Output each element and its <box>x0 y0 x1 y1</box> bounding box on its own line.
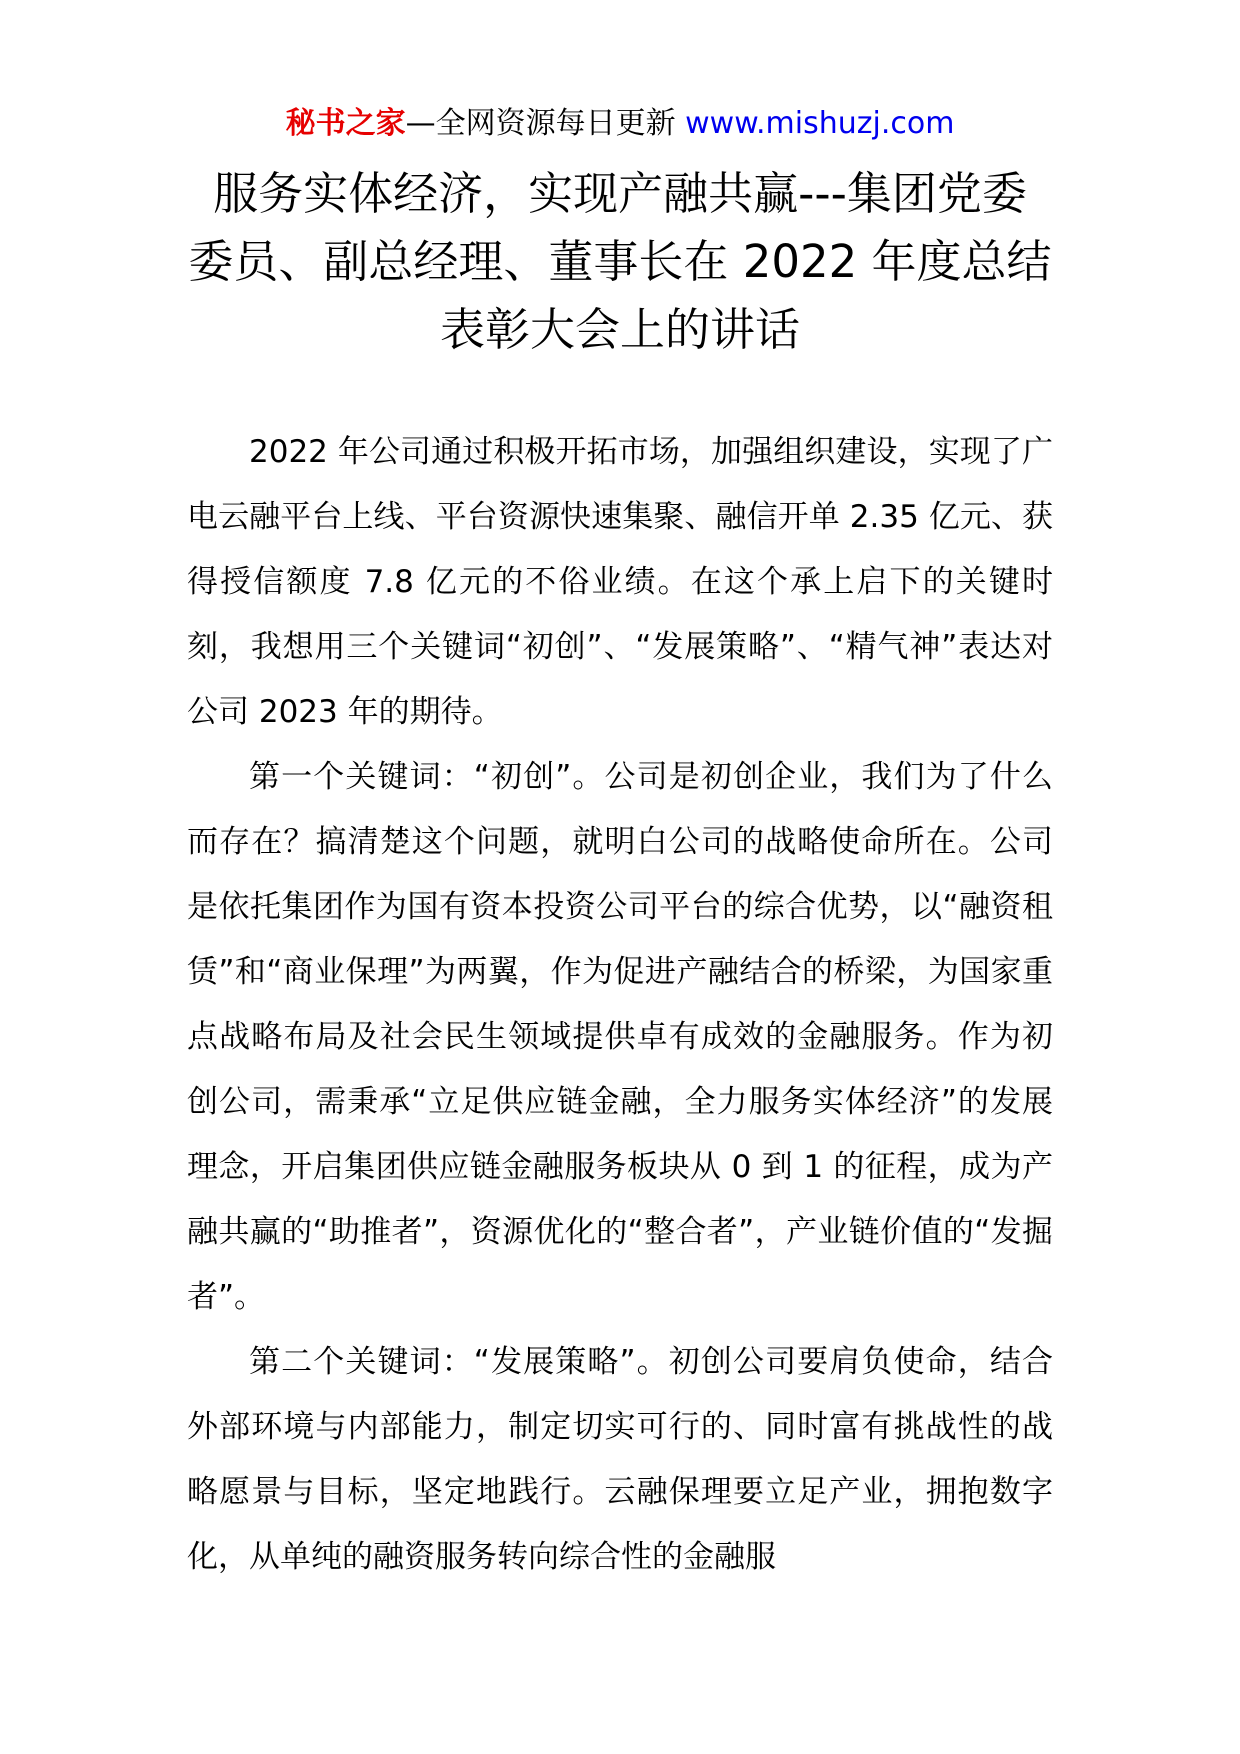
body-paragraph: 2022 年公司通过积极开拓市场，加强组织建设，实现了广电云融平台上线、平台资源快速集聚、融信开单 2.35 亿元、获得授信额度 7.8 亿元的不俗业绩。在这个承上启下的关键时刻，我想用三个关键词“初创”、“发展策略”、“精气神”表达对公司 2023 年的期待。 <box>187 434 1053 730</box>
site-tagline: —全网资源每日更新 <box>405 106 676 141</box>
site-header <box>0 104 1240 144</box>
title-line: 服务实体经济，实现产融共赢---集团党委 <box>213 167 1027 220</box>
document-body <box>187 420 1053 1590</box>
site-brand: 秘书之家 <box>285 106 406 141</box>
body-paragraph: 第二个关键词：“发展策略”。初创公司要肩负使命，结合外部环境与内部能力，制定切实可行的、同时富有挑战性的战略愿景与目标，坚定地践行。云融保理要立足产业，拥抱数字化，从单纯的融资服务转向综合性的金融服 <box>187 1344 1053 1575</box>
title-line: 委员、副总经理、董事长在 2022 年度总结 <box>188 235 1052 288</box>
title-line: 表彰大会上的讲话 <box>439 303 800 356</box>
site-url-link[interactable]: www.mishuzj.com <box>685 106 955 141</box>
document-title <box>170 160 1070 364</box>
body-paragraph: 第一个关键词：“初创”。公司是初创企业，我们为了什么而存在？搞清楚这个问题，就明白公司的战略使命所在。公司是依托集团作为国有资本投资公司平台的综合优势，以“融资租赁”和“商业保理”为两翼，作为促进产融结合的桥梁，为国家重点战略布局及社会民生领域提供卓有成效的金融服务。作为初创公司，需秉承“立足供应链金融，全力服务实体经济”的发展理念，开启集团供应链金融服务板块从 0 到 1 的征程，成为产融共赢的“助推者”，资源优化的“整合者”，产业链价值的“发掘者”。 <box>187 759 1053 1315</box>
